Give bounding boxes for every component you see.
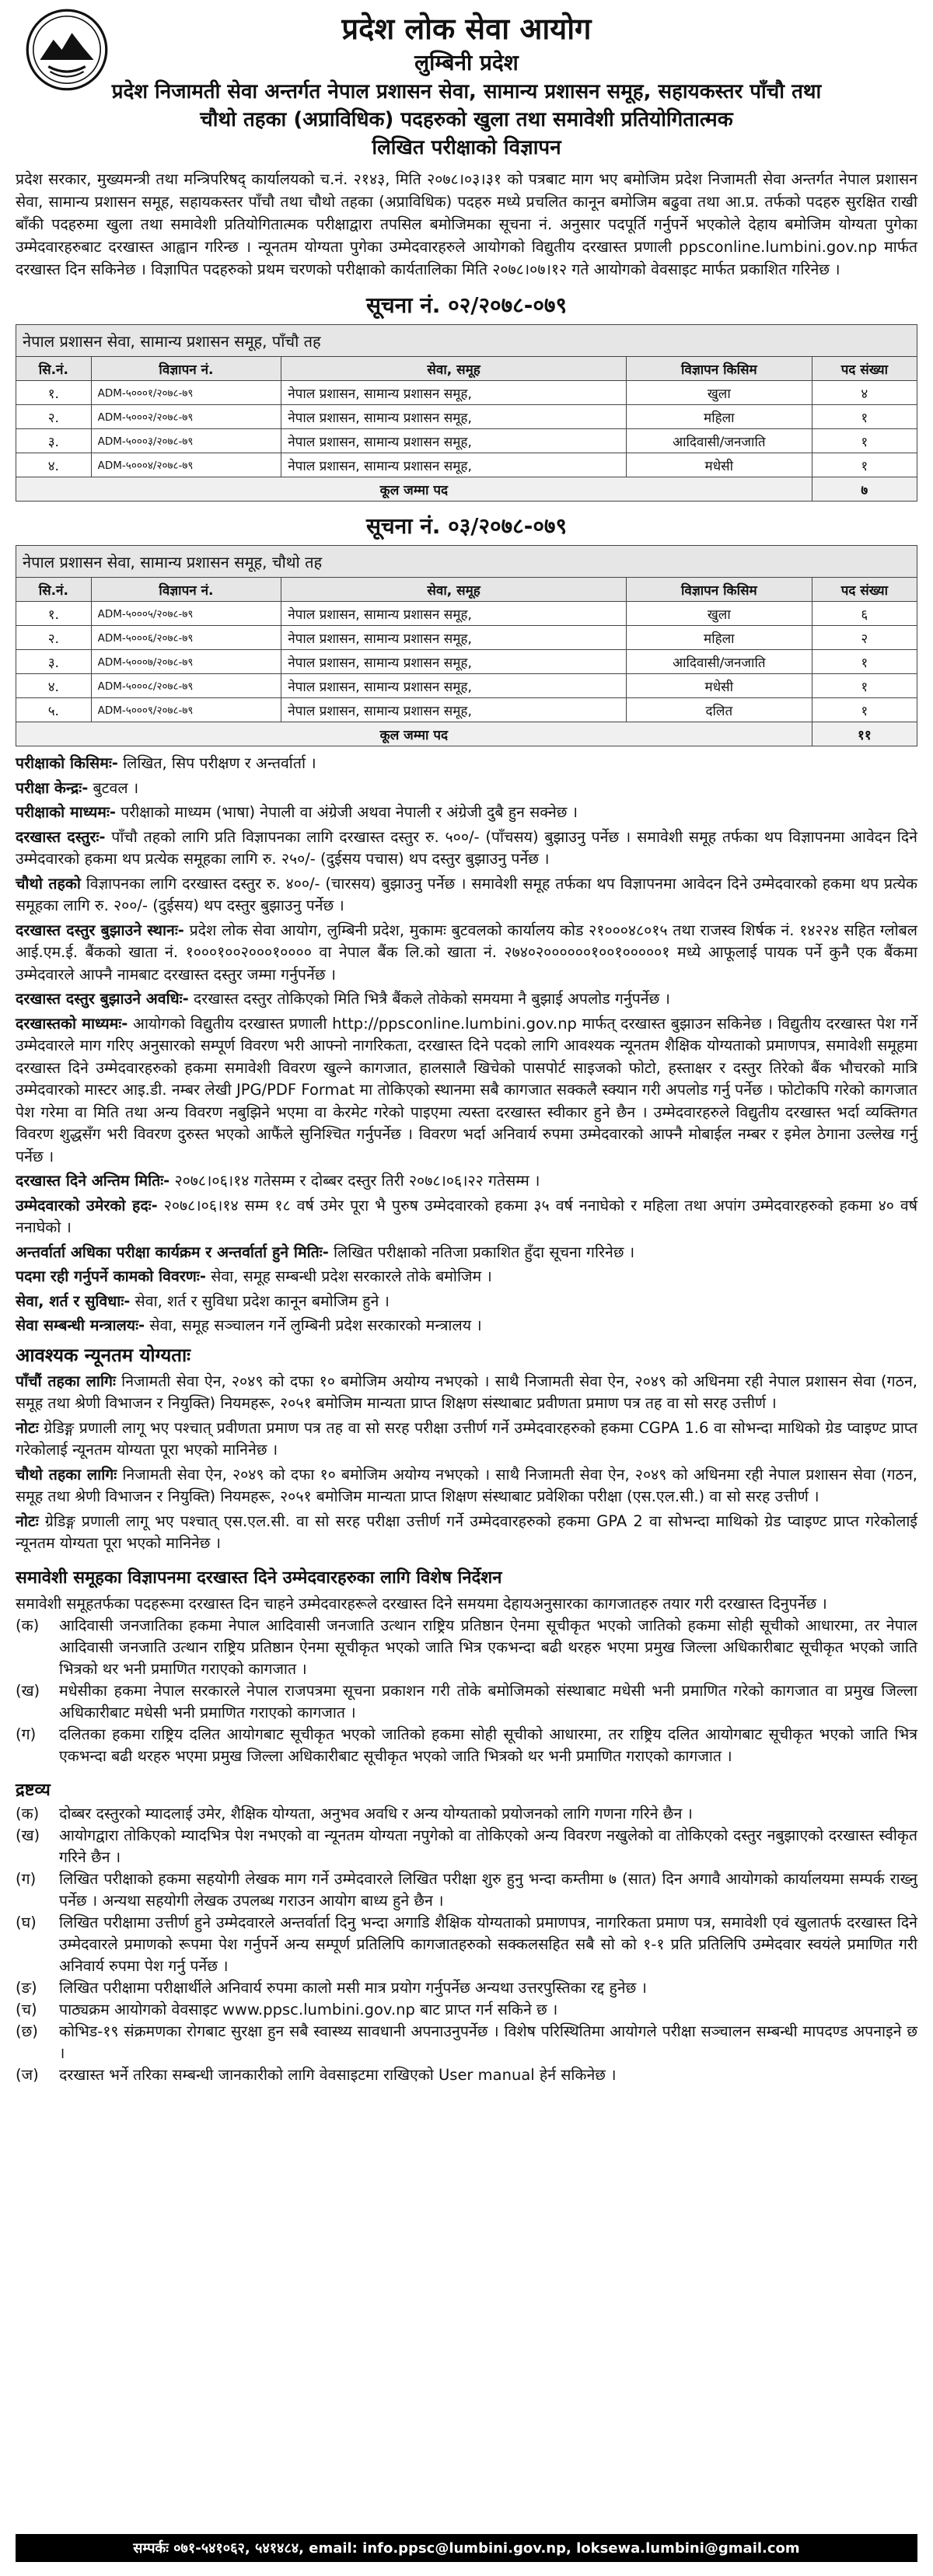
- list-text: दोब्बर दस्तुरको म्यादलाई उमेर, शैक्षिक योग्यता, अनुभव अवधि र अन्य योग्यताको प्रयोजनको लागि गणना गरिने छैन ।: [59, 1805, 693, 1823]
- qualification-label: नोटः: [16, 1418, 39, 1437]
- table-header-row: [16, 578, 917, 602]
- emblem-logo-icon: [25, 8, 109, 92]
- qualification-text: ग्रेडिङ्ग प्रणाली लागू भए पश्चात् एस.एल.सी. वा सो सरह परीक्षा उत्तीर्ण गर्ने उम्मेदवारहरुको हकमा GPA 2 वा सोभन्दा माथिको ग्रेड प्वाइण्ट प्राप्त गरेकोलाई न्यूनतम योग्यता पूरा भएको मानिनेछ ।: [16, 1512, 917, 1552]
- detail-text: बुटवल ।: [88, 778, 139, 797]
- detail-label: दरखास्त दस्तुर बुझाउने स्थानः-: [16, 921, 184, 939]
- table-cell: नेपाल प्रशासन, सामान्य प्रशासन समूह,: [281, 698, 627, 722]
- notice-title: सूचना नं. ०२/२०७८-०७९: [365, 292, 568, 318]
- list-text: मधेसीका हकमा नेपाल सरकारले नेपाल राजपत्रमा सूचना प्रकाशन गरी तोके बमोजिमको संस्थाबाट मधेसी भनी प्रमाणित गरेको कागजात वा प्रमुख जिल्ला अधिकारीबाट मधेसी भनी प्रमाणित गराएको कागजात ।: [59, 1682, 917, 1721]
- table-header-row: [16, 357, 917, 381]
- list-text: दरखास्त भर्ने तरिका सम्बन्धी जानकारीको लागि वेवसाइटमा राखिएको User manual हेर्न सकिनेछ ।: [59, 2066, 617, 2084]
- qualification-label: नोटः: [16, 1512, 39, 1530]
- table-cell: ADM-५०००७/२०७८-७९: [91, 650, 281, 674]
- table-total-row: [16, 722, 917, 746]
- table-cell: खुला: [626, 602, 812, 626]
- table-cell: नेपाल प्रशासन, सामान्य प्रशासन समूह,: [281, 429, 627, 453]
- list-item: [16, 1868, 917, 1912]
- list-text: लिखित परीक्षामा परीक्षार्थीले अनिवार्य रुपमा कालो मसी मात्र प्रयोग गर्नुपर्नेछ अन्यथा उत्तरपुस्तिका रद्द हुनेछ ।: [59, 1979, 647, 1997]
- total-value: ७: [812, 477, 917, 502]
- detail-item: [16, 1195, 917, 1239]
- detail-label: उम्मेदवारको उमेरको हदः-: [16, 1196, 158, 1215]
- table-header-cell: सेवा, समूह: [281, 578, 627, 602]
- organization-name: प्रदेश लोक सेवा आयोग: [341, 12, 592, 46]
- table-cell: १: [812, 698, 917, 722]
- table-row: [16, 650, 917, 674]
- detail-item: [16, 1242, 917, 1264]
- list-item: [16, 2021, 917, 2064]
- list-marker: (घ): [16, 1914, 37, 1931]
- table-cell: ४: [812, 381, 917, 405]
- table-cell: ३.: [16, 429, 92, 453]
- notes-title: द्रष्टव्य: [16, 1781, 51, 1800]
- detail-label: दरखास्तको माध्यमः-: [16, 1014, 128, 1033]
- list-marker: (क): [16, 1805, 40, 1823]
- list-item: [16, 1912, 917, 1977]
- detail-label: दरखास्त दस्तुरः-: [16, 827, 106, 846]
- list-marker: (ग): [16, 1725, 37, 1743]
- qualification-item: [16, 1371, 917, 1415]
- inclusive-intro: समावेशी समूहतर्फका पदहरूमा दरखास्त दिन चाहने उम्मेदवारहरूले दरखास्त दिने समयमा देहायअनुसारका कागजातहरु तयार गरी दरखास्त दिनुपर्नेछ ।: [16, 1594, 827, 1613]
- table-cell: नेपाल प्रशासन, सामान्य प्रशासन समूह,: [281, 626, 627, 650]
- qualification-text: निजामती सेवा ऐन, २०४९ को दफा १० बमोजिम अयोग्य नभएको । साथै निजामती सेवा ऐन, २०४९ को अधिनमा रही नेपाल प्रशासन सेवा (गठन, समूह तथा श्रेणी विभाजन र नियुक्ति) नियमहरू, २०५१ बमोजिम मान्यता प्राप्त शिक्षण संस्थाबाट प्रवीणता प्रमाण पत्र तह वा सो सरह उत्तीर्ण ।: [16, 1372, 917, 1412]
- detail-item: [16, 873, 917, 918]
- advertisement-subtitle-3: लिखित परीक्षाको विज्ञापन: [372, 136, 561, 159]
- list-item: [16, 1825, 917, 1868]
- table-header-cell: विज्ञापन किसिम: [626, 578, 812, 602]
- detail-text: आयोगको विद्युतीय दरखास्त प्रणाली http://ppsconline.lumbini.gov.np मार्फत् दरखास्त बुझाउन सकिनेछ । विद्युतीय दरखास्त पेश गर्ने उम्मेदवारले माग गरिए अनुसारको सम्पूर्ण विवरण भरी आफ्नो नागरिकता, दरखास्त दिने पदको लागि आवश्यक न्यूनतम शैक्षिक योग्यताको प्रमाणपत्र, समावेशी समूहमा दरखास्त दिने उम्मेदवारहरुको हकमा समावेशी विवरण खुल्ने कागजात, हालसालै खिचेको पासपोर्ट साइजको फोटो, हस्ताक्षर र दस्तुर तिरेको बैंक भौचरको मात्रि उम्मेदवारको मास्टर आइ.डी. नम्बर लेखी JPG/PDF Format मा तोकिएको स्थानमा सबै कागजात सक्कलै स्क्यान गरी अपलोड गर्नु पर्नेछ । फोटोकपि गरेको कागजात पेश गरेमा वा मिति तथा अन्य विवरण नबुझिने भएमा वा केरमेट गरेको पाइएमा त्यस्ता दरखास्त स्वीकार हुने छैन । उम्मेदवारहरुले विद्युतीय दरखास्त भर्दा व्यक्तिगत विवरण शुद्धसँग भरी विवरण दुरुस्त भएको आफैंले सुनिश्चित गर्नुपर्नेछ । विवरण भर्दा अनिवार्य रुपमा उम्मेदवारको आफ्नै मोबाईल नम्बर र इमेल ठेगाना उल्लेख गर्नु पर्नेछ ।: [16, 1014, 917, 1166]
- header: [16, 6, 917, 162]
- list-marker: (ग): [16, 1870, 37, 1888]
- detail-label: परीक्षा केन्द्रः-: [16, 778, 89, 797]
- table-cell: नेपाल प्रशासन, सामान्य प्रशासन समूह,: [281, 405, 627, 429]
- table-header-cell: पद संख्या: [812, 357, 917, 381]
- detail-text: परीक्षाको माध्यम (भाषा) नेपाली वा अंग्रेजी अथवा नेपाली र अंग्रेजी दुबै हुन सक्नेछ ।: [116, 803, 578, 821]
- table-header-cell: सि.नं.: [16, 357, 92, 381]
- qualification-section: [16, 1371, 917, 1555]
- table-cell: ५.: [16, 698, 92, 722]
- list-item: [16, 1803, 917, 1825]
- list-marker: (ङ): [16, 1979, 37, 1997]
- table-header-cell: विज्ञापन नं.: [91, 578, 281, 602]
- detail-item: [16, 1315, 917, 1337]
- table-cell: ADM-५०००६/२०७८-७९: [91, 626, 281, 650]
- list-item: [16, 2064, 917, 2086]
- detail-text: लिखित, सिप परीक्षण र अन्तर्वार्ता ।: [117, 754, 316, 772]
- list-marker: (ख): [16, 1826, 40, 1844]
- table-cell: ४.: [16, 674, 92, 698]
- table-cell: आदिवासी/जनजाति: [626, 429, 812, 453]
- detail-text: २०७८।०६।१४ गतेसम्म र दोब्बर दस्तुर तिरी २०७८।०६।२२ गतेसम्म ।: [169, 1172, 540, 1190]
- table-cell: नेपाल प्रशासन, सामान्य प्रशासन समूह,: [281, 381, 627, 405]
- table-cell: ४.: [16, 453, 92, 477]
- table-cell: खुला: [626, 381, 812, 405]
- detail-text: सेवा, समूह सम्बन्धी प्रदेश सरकारले तोके बमोजिम ।: [205, 1267, 492, 1285]
- table-cell: २.: [16, 405, 92, 429]
- list-text: आयोगद्वारा तोकिएको म्यादभित्र पेश नभएको वा न्यूनतम योग्यता नपुगेको वा तोकिएको अन्य विवरण नखुलेको वा तोकिएको दस्तुर नबुझाएको दरखास्त स्वीकृत गरिने छैन ।: [59, 1826, 917, 1866]
- detail-text: प्रदेश लोक सेवा आयोग, लुम्बिनी प्रदेश, मुकामः बुटवलको कार्यालय कोड २१०००४८०१५ तथा राजस्व शिर्षक नं. १४२२४ सहित ग्लोबल आई.एम.ई. बैंकको खाता नं. १०००१००२०००१०००० वा नेपाल बैंक लि.को खाता नं. २७४०२००००००१००१०००००१ मध्ये आफूलाई पायक पर्ने कुनै एक बैंकमा उम्मेदवारले आफ्नै नामबाट दरखास्त दस्तुर जम्मा गर्नुपर्नेछ ।: [16, 921, 917, 984]
- vacancy-table: [16, 324, 917, 502]
- detail-text: सेवा, समूह सञ्चालन गर्ने लुम्बिनी प्रदेश सरकारको मन्त्रालय ।: [145, 1316, 482, 1334]
- table-cell: १: [812, 429, 917, 453]
- table-cell: दलित: [626, 698, 812, 722]
- table-cell: ADM-५०००८/२०७८-७९: [91, 674, 281, 698]
- table-row: [16, 381, 917, 405]
- list-marker: (ख): [16, 1682, 40, 1700]
- notices-section: [16, 290, 917, 746]
- table-row: [16, 429, 917, 453]
- table-cell: नेपाल प्रशासन, सामान्य प्रशासन समूह,: [281, 453, 627, 477]
- table-cell: मधेसी: [626, 453, 812, 477]
- advertisement-subtitle-2: चौथो तहका (अप्राविधिक) पदहरुको खुला तथा समावेशी प्रतियोगितात्मक: [200, 108, 733, 131]
- table-cell: नेपाल प्रशासन, सामान्य प्रशासन समूह,: [281, 674, 627, 698]
- table-header-cell: सेवा, समूह: [281, 357, 627, 381]
- table-row: [16, 453, 917, 477]
- table-cell: १: [812, 674, 917, 698]
- table-header-cell: विज्ञापन नं.: [91, 357, 281, 381]
- list-item: [16, 1680, 917, 1724]
- table-row: [16, 602, 917, 626]
- table-row: [16, 698, 917, 722]
- qualification-text: ग्रेडिङ्ग प्रणाली लागू भए पश्चात् प्रवीणता प्रमाण पत्र तह वा सो सरह परीक्षा उत्तीर्ण गर्ने उम्मेदवारहरुको हकमा CGPA 1.6 वा सोभन्दा माथिको ग्रेड प्वाइण्ट प्राप्त गरेकोलाई न्यूनतम योग्यता पूरा भएको मानिनेछ ।: [16, 1418, 917, 1459]
- qualification-text: निजामती सेवा ऐन, २०४९ को दफा १० बमोजिम अयोग्य नभएको । साथै निजामती सेवा ऐन, २०४९ को अधिनमा रही नेपाल प्रशासन सेवा (गठन, समूह तथा श्रेणी विभाजन र नियुक्ति) नियमहरू, २०५१ बमोजिम मान्यता प्राप्त शिक्षण संस्थाबाट प्रवेशिका परीक्षा (एस.एल.सी.) वा सो सरह उत्तीर्ण ।: [16, 1465, 917, 1505]
- table-cell: मधेसी: [626, 674, 812, 698]
- detail-label: पदमा रही गर्नुपर्ने कामको विवरणः-: [16, 1267, 206, 1285]
- detail-text: २०७८।०६।१४ सम्म १८ वर्ष उमेर पूरा भै पुरुष उम्मेदवारको हकमा ३५ वर्ष ननाघेको र महिला तथा अपांग उम्मेदवारहरुको हकमा ४० वर्ष ननाघेको ।: [16, 1196, 917, 1236]
- detail-item: [16, 753, 917, 775]
- detail-item: [16, 1013, 917, 1169]
- detail-item: [16, 1170, 917, 1193]
- table-cell: १.: [16, 602, 92, 626]
- table-cell: ADM-५०००४/२०७८-७९: [91, 453, 281, 477]
- table-row: [16, 405, 917, 429]
- list-marker: (क): [16, 1617, 40, 1634]
- detail-text: सेवा, शर्त र सुविधा प्रदेश कानून बमोजिम हुने ।: [130, 1291, 390, 1310]
- advertisement-subtitle-1: प्रदेश निजामती सेवा अन्तर्गत नेपाल प्रशासन सेवा, सामान्य प्रशासन समूह, सहायकस्तर पाँचौ तथा: [111, 80, 822, 103]
- contact-footer: सम्पर्कः ०७१-५४१०६२, ५४१४८४, email: info.ppsc@lumbini.gov.np, loksewa.lumbini@gmail.com: [16, 2534, 917, 2562]
- table-row: [16, 674, 917, 698]
- vacancy-table: [16, 545, 917, 746]
- list-item: [16, 1977, 917, 1999]
- list-text: कोभिड-१९ संक्रमणका रोगबाट सुरक्षा हुन सबै स्वास्थ्य सावधानी अपनाउनुपर्नेछ । विशेष परिस्थितिमा आयोगले परीक्षा सञ्चालन सम्बन्धी मापदण्ड अपनाइने छ ।: [59, 2022, 917, 2062]
- detail-item: [16, 802, 917, 824]
- table-cell: ADM-५०००५/२०७८-७९: [91, 602, 281, 626]
- detail-item: [16, 1266, 917, 1288]
- notes-list: [16, 1803, 917, 2086]
- list-marker: (च): [16, 2001, 37, 2019]
- list-text: पाठ्यक्रम आयोगको वेवसाइट www.ppsc.lumbini.gov.np बाट प्राप्त गर्न सकिने छ ।: [59, 2001, 558, 2019]
- table-cell: आदिवासी/जनजाति: [626, 650, 812, 674]
- table-cell: ADM-५०००९/२०७८-७९: [91, 698, 281, 722]
- table-caption: नेपाल प्रशासन सेवा, सामान्य प्रशासन समूह, पाँचौ तह: [16, 325, 917, 357]
- detail-label: दरखास्त दस्तुर बुझाउने अवधिः-: [16, 990, 189, 1008]
- detail-text: लिखित परीक्षाको नतिजा प्रकाशित हुँदा सूचना गरिनेछ ।: [328, 1243, 635, 1261]
- qualification-item: [16, 1417, 917, 1462]
- qualification-item: [16, 1511, 917, 1555]
- detail-item: [16, 778, 917, 800]
- details-section: [16, 753, 917, 1337]
- table-header-cell: पद संख्या: [812, 578, 917, 602]
- list-item: [16, 1999, 917, 2021]
- detail-label: परीक्षाको किसिमः-: [16, 754, 118, 772]
- table-caption-row: [16, 546, 917, 578]
- total-value: ११: [812, 722, 917, 746]
- table-cell: २.: [16, 626, 92, 650]
- province-name: लुम्बिनी प्रदेश: [414, 50, 519, 75]
- table-total-row: [16, 477, 917, 502]
- inclusive-title: समावेशी समूहका विज्ञापनमा दरखास्त दिने उम्मेदवारहरुका लागि विशेष निर्देशन: [16, 1568, 502, 1588]
- table-caption: नेपाल प्रशासन सेवा, सामान्य प्रशासन समूह, चौथो तह: [16, 546, 917, 578]
- table-cell: ADM-५०००२/२०७८-७९: [91, 405, 281, 429]
- detail-label: अन्तर्वार्ता अधिका परीक्षा कार्यक्रम र अन्तर्वार्ता हुने मितिः-: [16, 1243, 329, 1261]
- detail-label: चौथो तहको: [16, 874, 81, 893]
- detail-text: दरखास्त दस्तुर तोकिएको मिति भित्रै बैंकले तोकेको समयमा नै बुझाई अपलोड गर्नुपर्नेछ ।: [188, 990, 670, 1008]
- detail-label: परीक्षाको माध्यमः-: [16, 803, 116, 821]
- qualification-title: आवश्यक न्यूनतम योग्यताः: [16, 1344, 191, 1366]
- intro-paragraph: प्रदेश सरकार, मुख्यमन्त्री तथा मन्त्रिपरिषद् कार्यालयको च.नं. २१४३, मिति २०७८।०३।३१ को पत्रबाट माग भए बमोजिम प्रदेश निजामती सेवा अन्तर्गत नेपाल प्रशासन सेवा, सामान्य प्रशासन समूह, सहायकस्तर पाँचौ तथा चौथो तहका (अप्राविधिक) पदहरु मध्ये प्रचलित कानून बमोजिम बढुवा तथा आ.प्र. तर्फको पदहरु सुरक्षित राखी बाँकी पदहरुमा खुला तथा समावेशी प्रतियोगितात्मक परीक्षाद्वारा तपसिल बमोजिमका सूचना नं. अनुसार पदपूर्ति गर्नुपर्ने भएकोले देहाय बमोजिम योग्यता पुगेका उम्मेदवारहरुबाट दरखास्त आह्वान गरिन्छ । न्यूनतम योग्यता पुगेका उम्मेदवारहरुले आयोगको विद्युतीय दरखास्त प्रणाली ppsconline.lumbini.gov.np मार्फत दरखास्त दिन सकिनेछ । विज्ञापित पदहरुको प्रथम चरणको परीक्षाको कार्यतालिका मिति २०७८।०७।१२ गते आयोगको वेवसाइट मार्फत प्रकाशित गरिनेछ ।: [16, 170, 917, 278]
- table-caption-row: [16, 325, 917, 357]
- table-cell: नेपाल प्रशासन, सामान्य प्रशासन समूह,: [281, 602, 627, 626]
- notice-title: सूचना नं. ०३/२०७८-०७९: [365, 513, 568, 539]
- list-marker: (छ): [16, 2022, 38, 2040]
- qualification-label: चौथो तहका लागिः: [16, 1465, 117, 1484]
- qualification-item: [16, 1464, 917, 1508]
- list-marker: (ज): [16, 2066, 39, 2084]
- detail-label: दरखास्त दिने अन्तिम मितिः-: [16, 1172, 170, 1190]
- detail-item: [16, 920, 917, 987]
- qualification-label: पाँचौं तहका लागिः: [16, 1372, 116, 1390]
- list-item: [16, 1724, 917, 1767]
- detail-label: सेवा सम्बन्धी मन्त्रालयः-: [16, 1316, 145, 1334]
- detail-label: सेवा, शर्त र सुविधाः-: [16, 1291, 131, 1310]
- table-cell: ६: [812, 602, 917, 626]
- table-cell: २: [812, 626, 917, 650]
- list-item: [16, 1615, 917, 1680]
- table-cell: महिला: [626, 405, 812, 429]
- table-cell: १: [812, 405, 917, 429]
- table-row: [16, 626, 917, 650]
- table-cell: महिला: [626, 626, 812, 650]
- table-cell: १: [812, 453, 917, 477]
- table-cell: १.: [16, 381, 92, 405]
- detail-text: पाँचौ तहको लागि प्रति विज्ञापनका लागि दरखास्त दस्तुर रु. ५००/- (पाँचसय) बुझाउनु पर्नेछ । समावेशी समूह तर्फका थप विज्ञापनमा आवेदन दिने उम्मेदवारको हकमा थप प्रत्येक समूहका लागि रु. २५०/- (दुईसय पचास) थप दस्तुर बुझाउनु पर्नेछ ।: [16, 827, 918, 868]
- table-header-cell: सि.नं.: [16, 578, 92, 602]
- list-text: लिखित परीक्षाको हकमा सहयोगी लेखक माग गर्ने उम्मेदवारले लिखित परीक्षा शुरु हुनु भन्दा कम्तीमा ७ (सात) दिन अगावै आयोगको कार्यालयमा सम्पर्क राख्नु पर्नेछ । अन्यथा सहयोगी लेखक उपलब्ध गराउन आयोग बाध्य हुने छैन ।: [59, 1870, 917, 1910]
- inclusive-list: [16, 1615, 917, 1767]
- detail-item: [16, 827, 917, 871]
- table-cell: ३.: [16, 650, 92, 674]
- detail-item: [16, 988, 917, 1011]
- table-header-cell: विज्ञापन किसिम: [626, 357, 812, 381]
- table-cell: १: [812, 650, 917, 674]
- detail-item: [16, 1291, 917, 1313]
- total-label: कूल जम्मा पद: [16, 722, 812, 746]
- table-cell: ADM-५०००१/२०७८-७९: [91, 381, 281, 405]
- table-cell: नेपाल प्रशासन, सामान्य प्रशासन समूह,: [281, 650, 627, 674]
- detail-text: विज्ञापनका लागि दरखास्त दस्तुर रु. ४००/- (चारसय) बुझाउनु पर्नेछ । समावेशी समूह तर्फका थप विज्ञापनमा आवेदन दिने उम्मेदवारको हकमा थप प्रत्येक समूहका लागि रु. २००/- (दुईसय) थप दस्तुर बुझाउनु पर्नेछ ।: [16, 874, 917, 914]
- list-text: लिखित परीक्षामा उत्तीर्ण हुने उम्मेदवारले अन्तर्वार्ता दिनु भन्दा अगाडि शैक्षिक योग्यताको प्रमाणपत्र, नागरिकता प्रमाण पत्र, समावेशी एवं खुलातर्फ दरखास्त दिने उम्मेदवारले प्रमाणको रूपमा पेश गर्नुपर्ने अन्य सम्पूर्ण प्रतिलिपि कागजातहरुको सक्कलसहित सबै सो को १-१ प्रति प्रतिलिपि उम्मेदवार स्वयंले प्रमाणित गरी अनिवार्य रुपमा पेश गर्नु पर्नेछ ।: [59, 1914, 917, 1975]
- table-cell: ADM-५०००३/२०७८-७९: [91, 429, 281, 453]
- list-text: आदिवासी जनजातिका हकमा नेपाल आदिवासी जनजाति उत्थान राष्ट्रिय प्रतिष्ठान ऐनमा सूचीकृत भएको जातिको हकमा सोही सूचीको आधारमा, तर नेपाल आदिवासी जनजाति उत्थान राष्ट्रिय प्रतिष्ठान ऐनमा सूचीकृत भएको जाति भित्र एकभन्दा बढी थरहरु भएमा प्रमुख जिल्ला अधिकारीबाट सूचीकृत भएको जाति भित्रको थर भनी प्रमाणित गराएको कागजात ।: [59, 1617, 917, 1678]
- list-text: दलितका हकमा राष्ट्रिय दलित आयोगबाट सूचीकृत भएको जातिको हकमा सोही सूचीको आधारमा, तर राष्ट्रिय दलित आयोगबाट सूचीकृत भएको जाति भित्र एकभन्दा बढी थरहरु भएमा प्रमुख जिल्ला अधिकारीबाट सूचीकृत भएको जाति भित्रको थर भनी प्रमाणित गराएको कागजात ।: [59, 1725, 917, 1765]
- total-label: कूल जम्मा पद: [16, 477, 812, 502]
